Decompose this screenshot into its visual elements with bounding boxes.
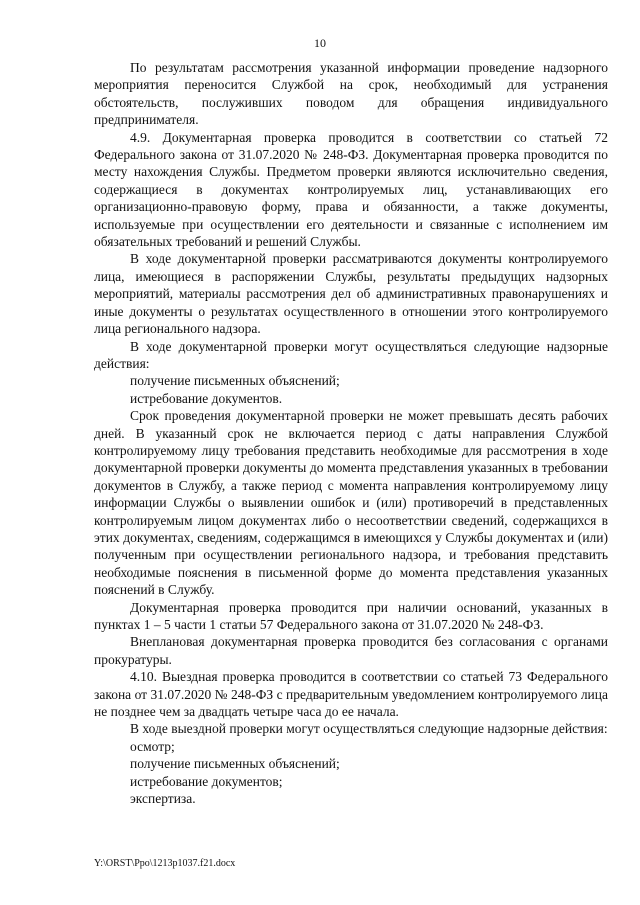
paragraph: 4.10. Выездная проверка проводится в соответствии со статьей 73 Федерального закона от 31.07.2020 № 248-ФЗ с предварительным уведомлением контролируемого лица не позднее чем за двадцать четыре часа до ее начала. [94,669,608,720]
footer-file-path: Y:\ORST\Ppo\1213p1037.f21.docx [94,858,236,869]
list-item: получение письменных объяснений; [130,756,340,772]
list-item: осмотр; [130,738,175,754]
paragraph: Документарная проверка проводится при наличии оснований, указанных в пунктах 1 – 5 части 1 статьи 57 Федерального закона от 31.07.2020 № 248-ФЗ. [94,599,608,632]
list-item: экспертиза. [130,791,196,807]
list-item: получение письменных объяснений; [130,373,340,389]
paragraph: В ходе документарной проверки рассматриваются документы контролируемого лица, имеющиеся в распоряжении Службы, результаты предыдущих надзорных мероприятий, материалы рассмотрения дел об административных правонарушениях и иные документы о результатах осуществленного в отношении этого контролируемого лица регионального надзора. [94,251,608,337]
page-number: 10 [314,36,326,50]
list-item: истребование документов. [130,390,283,406]
list-item: истребование документов; [130,773,283,789]
paragraph: В ходе документарной проверки могут осуществляться следующие надзорные действия: [94,338,608,371]
paragraph: Внеплановая документарная проверка проводится без согласования с органами прокуратуры. [94,634,608,667]
paragraph: В ходе выездной проверки могут осуществляться следующие надзорные действия: [130,721,608,737]
paragraph: По результатам рассмотрения указанной информации проведение надзорного мероприятия переносится Службой на срок, необходимый для устранения обстоятельств, послуживших поводом для обращения индивидуального предпринимателя. [94,60,608,128]
document-body [94,59,608,807]
paragraph: 4.9. Документарная проверка проводится в соответствии со статьей 72 Федерального закона от 31.07.2020 № 248-ФЗ. Документарная проверка проводится по месту нахождения Службы. Предметом проверки являются исключительно сведения, содержащиеся в документах контролируемых лиц, устанавливающих его организационно-правовую форму, права и обязанности, а также документы, используемые при осуществлении его деятельности и связанные с исполнением им обязательных требований и решений Службы. [94,129,608,250]
paragraph: Срок проведения документарной проверки не может превышать десять рабочих дней. В указанный срок не включается период с даты направления Службой контролируемому лицу требования представить необходимые для рассмотрения в ходе документарной проверки документы до момента представления указанных в требовании документов в Службу, а также период с момента направления контролируемому лицу информации Службы о выявлении ошибок и (или) противоречий в представленных контролируемым лицом документах либо о несоответствии сведений, содержащихся в этих документах, сведениям, содержащимся в имеющихся у Службы документах и (или) полученным при осуществлении регионального надзора, и требования представить необходимые пояснения в письменной форме до момента представления указанных пояснений в Службу. [94,408,608,598]
